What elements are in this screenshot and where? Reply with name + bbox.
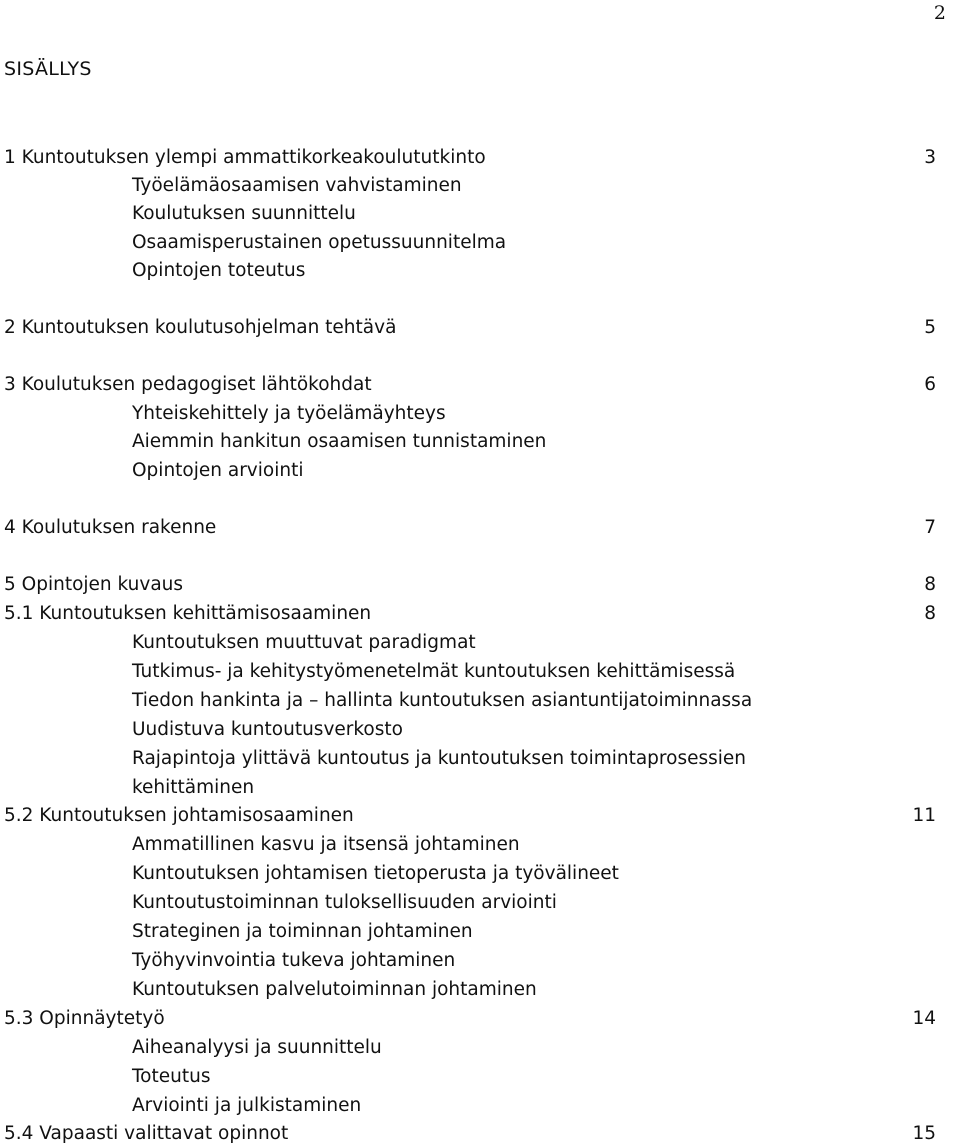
toc-entry-page: 5 bbox=[924, 317, 936, 338]
toc-entry-text: Kuntoutustoiminnan tuloksellisuuden arviointi bbox=[132, 892, 557, 913]
toc-entry-text: Kuntoutuksen johtamisen tietoperusta ja työvälineet bbox=[132, 863, 619, 884]
toc-entry-text: Opintojen arviointi bbox=[132, 460, 304, 481]
toc-entry-text: Opintojen toteutus bbox=[132, 260, 306, 281]
toc-entry-text: Tutkimus- ja kehitystyömenetelmät kuntoutuksen kehittämisessä bbox=[132, 661, 736, 682]
toc-entry-text: Ammatillinen kasvu ja itsensä johtaminen bbox=[132, 834, 520, 855]
toc-entry-page: 11 bbox=[912, 805, 936, 826]
toc-entry-page: 15 bbox=[912, 1123, 936, 1144]
toc-entry-text: Kuntoutuksen palvelutoiminnan johtaminen bbox=[132, 979, 537, 1000]
toc-entry-text: 4 Koulutuksen rakenne bbox=[4, 517, 217, 538]
toc-entry-text: Työhyvinvointia tukeva johtaminen bbox=[132, 950, 456, 971]
toc-entry-page: 6 bbox=[924, 374, 936, 395]
toc-entry-text: 3 Koulutuksen pedagogiset lähtökohdat bbox=[4, 374, 372, 395]
toc-entry-text: 5.4 Vapaasti valittavat opinnot bbox=[4, 1123, 289, 1144]
toc-entry-text: 5 Opintojen kuvaus bbox=[4, 574, 184, 595]
toc-entry-page: 8 bbox=[924, 574, 936, 595]
toc-entry-text: Aiheanalyysi ja suunnittelu bbox=[132, 1037, 382, 1058]
toc-entry-text: 1 Kuntoutuksen ylempi ammattikorkeakoulututkinto bbox=[4, 147, 486, 168]
toc-entry-text: Yhteiskehittely ja työelämäyhteys bbox=[132, 403, 446, 424]
toc-entry-text: Työelämäosaamisen vahvistaminen bbox=[132, 175, 462, 196]
toc-entry-text: Koulutuksen suunnittelu bbox=[132, 203, 356, 224]
toc-entry-text: Arviointi ja julkistaminen bbox=[132, 1095, 362, 1116]
toc-entry-text: Aiemmin hankitun osaamisen tunnistaminen bbox=[132, 431, 547, 452]
toc-entry-text: 5.1 Kuntoutuksen kehittämisosaaminen bbox=[4, 603, 372, 624]
toc-title: SISÄLLYS bbox=[4, 58, 92, 80]
toc-entry-text: Toteutus bbox=[132, 1066, 211, 1087]
toc-entry-page: 7 bbox=[924, 517, 936, 538]
toc-entry-text: 5.3 Opinnäytetyö bbox=[4, 1008, 165, 1029]
toc-entry-text: 5.2 Kuntoutuksen johtamisosaaminen bbox=[4, 805, 354, 826]
toc-entry-text: Rajapintoja ylittävä kuntoutus ja kuntoutuksen toimintaprosessien bbox=[132, 748, 746, 769]
toc-entry-page: 14 bbox=[912, 1008, 936, 1029]
page-number: 2 bbox=[933, 2, 946, 24]
toc-entry-text: Strateginen ja toiminnan johtaminen bbox=[132, 921, 473, 942]
toc-entry-text: Osaamisperustainen opetussuunnitelma bbox=[132, 232, 507, 253]
toc-entry-text: 2 Kuntoutuksen koulutusohjelman tehtävä bbox=[4, 317, 397, 338]
toc-entry-page: 8 bbox=[924, 603, 936, 624]
toc-entry-text: kehittäminen bbox=[132, 777, 255, 798]
toc-entry-text: Uudistuva kuntoutusverkosto bbox=[132, 719, 403, 740]
toc-entry-page: 3 bbox=[924, 147, 936, 168]
toc-entry-text: Kuntoutuksen muuttuvat paradigmat bbox=[132, 632, 476, 653]
toc-entry-text: Tiedon hankinta ja – hallinta kuntoutuksen asiantuntijatoiminnassa bbox=[132, 690, 753, 711]
